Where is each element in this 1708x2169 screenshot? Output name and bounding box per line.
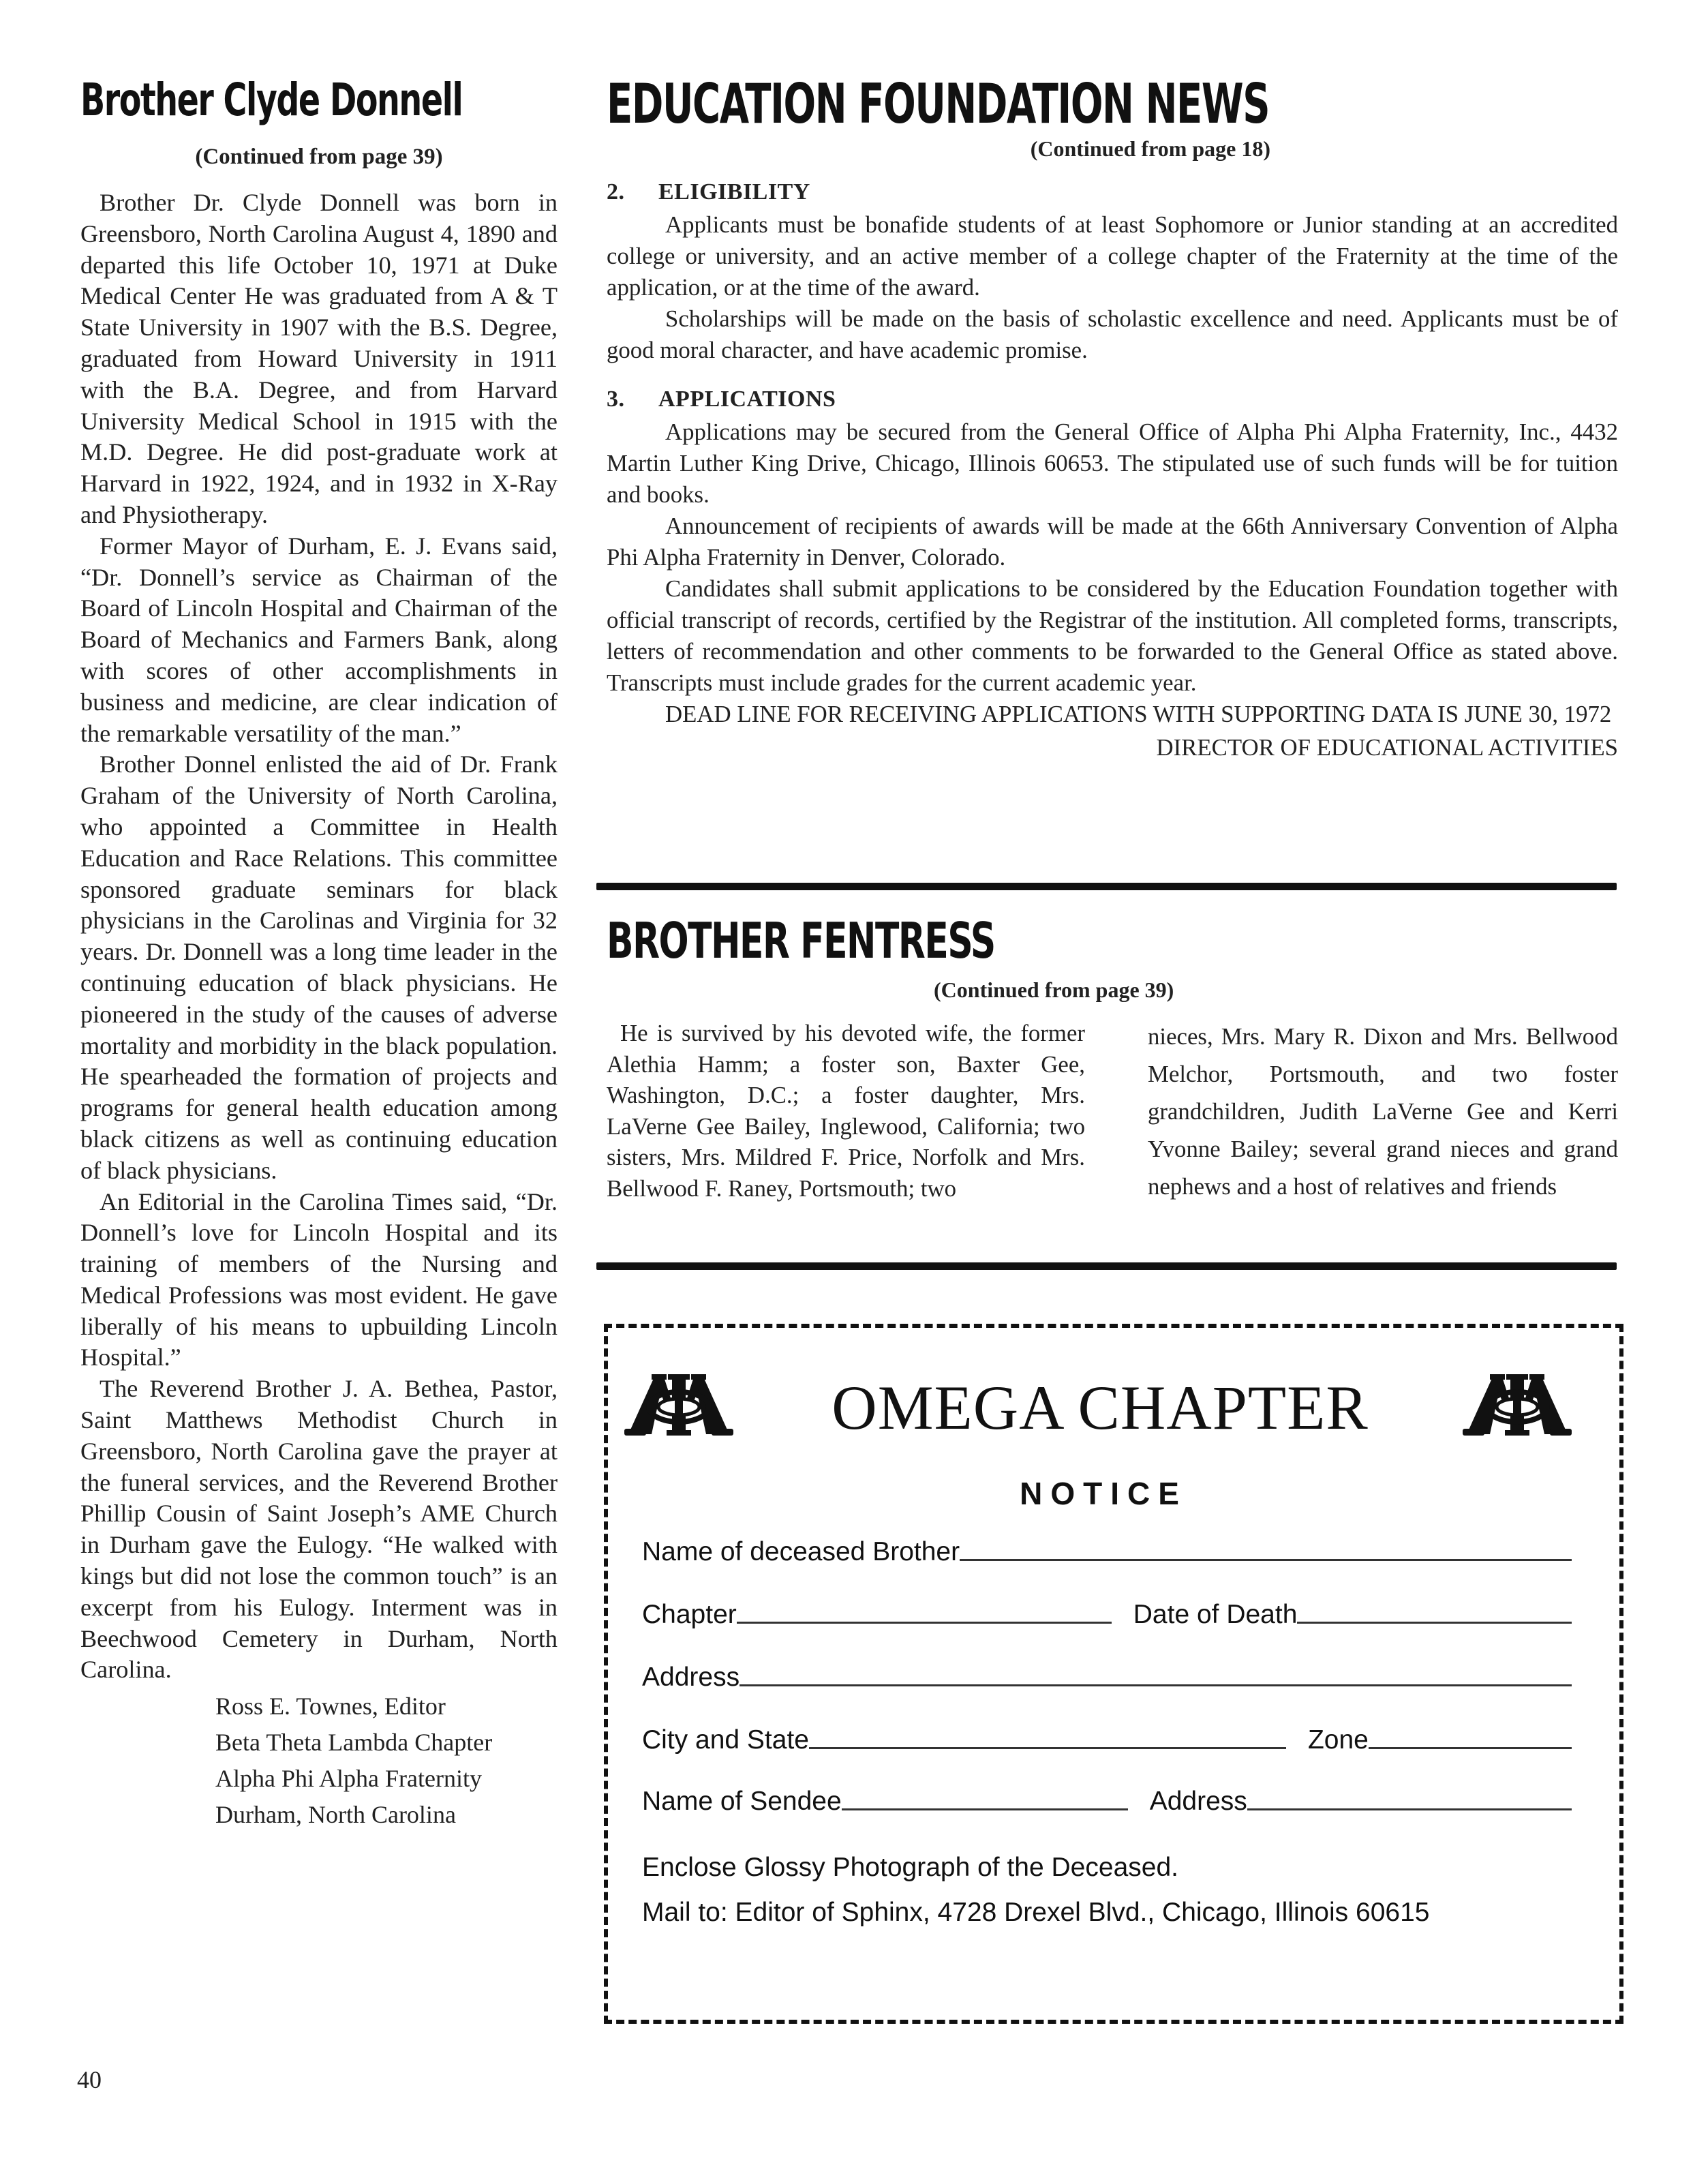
article-body [80,187,558,1686]
field-label: Name of Sendee [642,1787,842,1816]
paragraph: Announcement of recipients of awards will be made at the 66th Anniversary Convention of Alpha Phi Alpha Fraternity in Denver, Colorado. [607,513,1618,571]
signature-line: Beta Theta Lambda Chapter [215,1729,493,1757]
notice-heading [608,1371,1619,1446]
article-education-foundation-news [607,72,1618,761]
continued-note: (Continued from page 39) [934,977,1174,1002]
signature-line: Durham, North Carolina [215,1801,456,1829]
city-state-field[interactable] [809,1747,1286,1749]
deceased-name-field[interactable] [960,1559,1572,1561]
form-row-sendee [642,1780,1572,1815]
paragraph: He is survived by his devoted wife, the former Alethia Hamm; a foster son, Baxter Gee, Washington, D.C.; a foster daughter, Mrs. LaVerne Gee Bailey, Inglewood, California; two sisters, Mrs. Mildred F. Price, Norfolk and Mrs. Bellwood F. Raney, Portsmouth; two [607,1020,1085,1202]
paragraph: Applications may be secured from the General Office of Alpha Phi Alpha Fraternity, Inc., 4432 Martin Luther King Drive, Chicago, Illinois 60653. The stipulated use of such funds will be for tuition and books. [607,419,1618,508]
paragraph: Brother Donnel enlisted the aid of Dr. Frank Graham of the University of North Carolina, who appointed a Committee in Health Education and Race Relations. This committee sponsored graduate seminars for black physicians in the Carolinas and Virginia for 32 years. Dr. Donnell was a long time leader in the continuing education of black physicians. He pioneered in the study of the causes of adverse mortality and morbidity in the black population. He spearheaded the formation of projects and programs for general health education among black citizens as well as continuing education of black physicians. [80,750,558,1184]
notice-subtitle: NOTICE [1020,1476,1187,1511]
field-label: Name of deceased Brother [642,1537,960,1566]
article-title: Brother Clyde Donnell [80,74,463,126]
article-brother-fentress [607,912,1618,1205]
paragraph: nieces, Mrs. Mary R. Dixon and Mrs. Bellwood Melchor, Portsmouth, and two foster grandchildren, Judith LaVerne Gee and Kerri Yvonne Bailey; several grand nieces and grand nephews and a host of relatives and friends [1148,1023,1618,1200]
form-row-city-zone [642,1719,1572,1753]
section-body-eligibility [607,209,1618,366]
section-title: ELIGIBILITY [658,179,810,204]
paragraph: Candidates shall submit applications to be considered by the Education Foundation together with official transcript of records, certified by the Registrar of the institution. All completed forms, transcripts, letters of recommendation and other comments to be forwarded to the General Office as stated above. Transcripts must include grades for the current academic year. [607,575,1618,696]
omega-chapter-notice-form [604,1324,1623,2024]
enclose-photo-note: Enclose Glossy Photograph of the Deceased. [642,1853,1178,1882]
address-field[interactable] [739,1684,1572,1686]
section-title: APPLICATIONS [658,386,836,412]
paragraph: Former Mayor of Durham, E. J. Evans said, “Dr. Donnell’s service as Chairman of the Board of Lincoln Hospital and Chairman of the Board of Mechanics and Farmers Bank, along with scores of other accomplishments in business and medicine, are clear indication of the remarkable versatility of the man.” [80,532,558,747]
section-divider [596,1262,1617,1270]
article-clyde-donnell [80,74,558,1833]
signature-line: Alpha Phi Alpha Fraternity [215,1765,482,1793]
field-label: Address [1149,1787,1247,1816]
section-number: 2. [607,179,625,204]
date-of-death-field[interactable] [1297,1622,1572,1624]
section-divider [596,883,1617,890]
paragraph: The Reverend Brother J. A. Bethea, Pastor, Saint Matthews Methodist Church in Greensboro, North Carolina gave the prayer at the funeral services, and the Reverend Brother Phillip Cousin of Saint Joseph’s AME Church in Durham gave the Eulogy. “He walked with kings but did not lose the common touch” is an excerpt from his Eulogy. Interment was in Beechwood Cemetery in Durham, North Carolina. [80,1375,558,1684]
page-number: 40 [77,2066,102,2093]
field-label: City and State [642,1725,809,1755]
section-number: 3. [607,386,625,412]
sendee-address-field[interactable] [1247,1808,1572,1810]
article-title: BROTHER FENTRESS [607,912,995,969]
field-label: Zone [1307,1725,1369,1755]
field-label: Chapter [642,1600,737,1629]
author-signature [215,1688,558,1833]
column-2 [1148,1018,1618,1205]
notice-title: OMEGA CHAPTER [832,1373,1369,1442]
continued-note: (Continued from page 18) [1030,136,1270,161]
section-body-applications [607,416,1618,730]
field-label: Date of Death [1133,1600,1298,1629]
continued-note: (Continued from page 39) [195,145,443,169]
signoff: DIRECTOR OF EDUCATIONAL ACTIVITIES [1156,734,1618,761]
deadline-paragraph: DEAD LINE FOR RECEIVING APPLICATIONS WITH SUPPORTING DATA IS JUNE 30, 1972 [665,701,1612,727]
form-row-chapter-date [642,1594,1572,1628]
paragraph: Applicants must be bonafide students of at least Sophomore or Junior standing at an accredited college or university, and an active member of a college chapter of the Fraternity at the time of the application, or at the time of the award. [607,211,1618,301]
section-heading-eligibility [607,179,1618,205]
signature-line: Ross E. Townes, Editor [215,1693,446,1720]
article-title: EDUCATION FOUNDATION NEWS [607,72,1270,136]
sendee-name-field[interactable] [842,1808,1128,1810]
zone-field[interactable] [1369,1747,1572,1749]
paragraph: Brother Dr. Clyde Donnell was born in Greensboro, North Carolina August 4, 1890 and departed this life October 10, 1971 at Duke Medical Center He was graduated from A & T State University in 1907 with the B.S. Degree, graduated from Howard University in 1911 with the B.A. Degree, and from Harvard University Medical School in 1915 with the M.D. Degree. He did post-graduate work at Harvard in 1922, 1924, and in 1932 in X-Ray and Physiotherapy. [80,189,558,528]
column-1 [607,1018,1085,1205]
paragraph: An Editorial in the Carolina Times said, “Dr. Donnell’s love for Lincoln Hospital and its training of members of the Nursing and Medical Professions was most evident. He gave liberally of his means to upbuilding Lincoln Hospital.” [80,1187,558,1371]
mailing-address: Mail to: Editor of Sphinx, 4728 Drexel Blvd., Chicago, Illinois 60615 [642,1898,1430,1927]
section-heading-applications [607,386,1618,412]
alpha-phi-alpha-crest-icon [1463,1374,1572,1437]
paragraph: Scholarships will be made on the basis of scholastic excellence and need. Applicants must be of good moral character, and have academic promise. [607,305,1618,363]
field-label: Address [642,1663,740,1692]
form-row-deceased-name [642,1531,1572,1565]
article-columns [607,1018,1618,1205]
chapter-field[interactable] [737,1622,1112,1624]
form-row-address [642,1656,1572,1690]
